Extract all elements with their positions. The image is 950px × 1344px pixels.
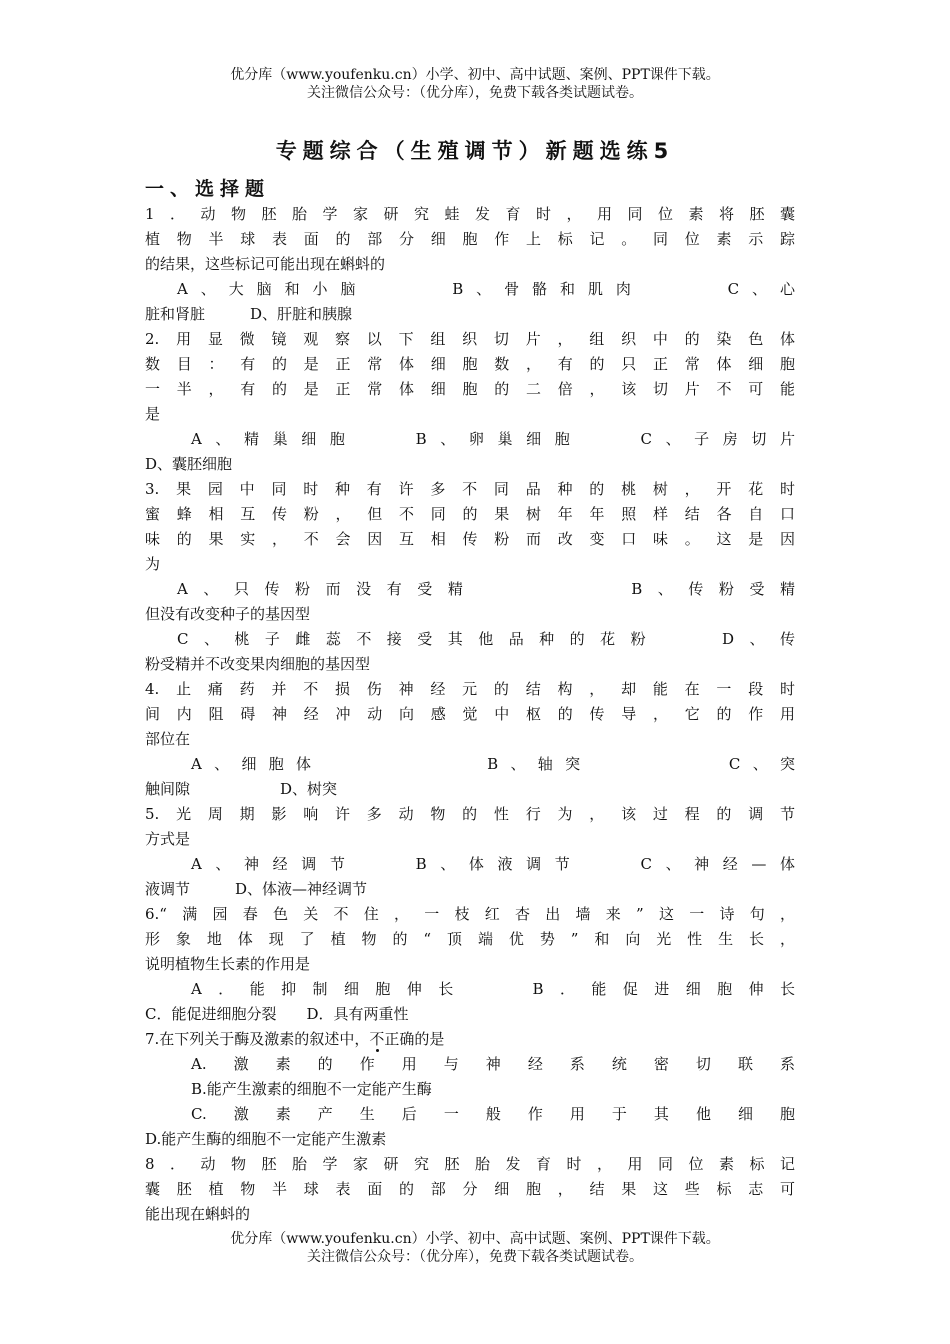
text-line: 6.“满园春色关不住，一枝红杏出墙来”这一诗句， bbox=[145, 905, 795, 923]
footer-line-1: 优分库（www.youfenku.cn）小学、初中、高中试题、案例、PPT课件下载。 bbox=[230, 1231, 720, 1247]
text-line: 2.用显微镜观察以下组织切片，组织中的染色体 bbox=[145, 330, 795, 348]
text-line: C.激素产生后一般作用于其他细胞 bbox=[191, 1105, 795, 1123]
text-line: 脏和肾脏 D、肝脏和胰腺 bbox=[145, 305, 353, 323]
text-line: 7.在下列关于酶及激素的叙述中，不正确的是 bbox=[145, 1030, 445, 1048]
emphasis-dot-char: 不 bbox=[369, 1030, 385, 1048]
text-line: 部位在 bbox=[145, 730, 191, 748]
text-line: A、精巢细胞 B、卵巢细胞 C、子房切片 bbox=[191, 430, 795, 448]
text-line: 3.果园中同时种有许多不同品种的桃树，开花时 bbox=[145, 480, 795, 498]
text-line: 蜜蜂相互传粉，但不同的果树年年照样结各自口 bbox=[145, 505, 795, 523]
text-line: A、大脑和小脑 B、骨骼和肌肉 C、心 bbox=[177, 280, 795, 298]
document-title: 专题综合（生殖调节）新题选练5 bbox=[275, 139, 675, 163]
text-line: 说明植物生长素的作用是 bbox=[145, 955, 311, 973]
footer-banner bbox=[0, 1230, 950, 1266]
text-line: 一半，有的是正常体细胞的二倍，该切片不可能 bbox=[145, 380, 795, 398]
text-line: 液调节 D、体液—神经调节 bbox=[145, 880, 368, 898]
text-line: 数目：有的是正常体细胞数，有的只正常体细胞 bbox=[145, 355, 795, 373]
text-line: 8．动物胚胎学家研究胚胎发育时，用同位素标记 bbox=[145, 1155, 795, 1173]
header-line-2: 关注微信公众号：（优分库），免费下载各类试题试卷。 bbox=[307, 85, 643, 101]
header-banner bbox=[0, 66, 950, 102]
header-line-1: 优分库（www.youfenku.cn）小学、初中、高中试题、案例、PPT课件下载。 bbox=[230, 67, 720, 83]
text-line: 植物半球表面的部分细胞作上标记。同位素示踪 bbox=[145, 230, 795, 248]
question-body bbox=[145, 202, 795, 1227]
text-line: 的结果，这些标记可能出现在蝌蚪的 bbox=[145, 255, 386, 273]
text-line: A．能抑制细胞伸长 B．能促进细胞伸长 bbox=[191, 980, 795, 998]
text-line: 囊胚植物半球表面的部分细胞，结果这些标志可 bbox=[145, 1180, 795, 1198]
text-line: 1．动物胚胎学家研究蛙发育时，用同位素将胚囊 bbox=[145, 205, 795, 223]
text-line: 形象地体现了植物的“顶端优势”和向光性生长， bbox=[145, 930, 795, 948]
text-line: 间内阻碍神经冲动向感觉中枢的传导，它的作用 bbox=[145, 705, 795, 723]
text-line: 味的果实，不会因互相传粉而改变口味。这是因 bbox=[145, 530, 795, 548]
text-line: 是 bbox=[145, 405, 161, 423]
footer-line-2: 关注微信公众号：（优分库），免费下载各类试题试卷。 bbox=[307, 1249, 643, 1265]
text-line: A、神经调节 B、体液调节 C、神经—体 bbox=[191, 855, 795, 873]
text-line: B.能产生激素的细胞不一定能产生酶 bbox=[191, 1080, 432, 1098]
text-line: D、囊胚细胞 bbox=[145, 455, 233, 473]
text-line: 能出现在蝌蚪的 bbox=[145, 1205, 251, 1223]
text-line: A、只传粉而没有受精 B、传粉受精 bbox=[177, 580, 795, 598]
text-line: 为 bbox=[145, 555, 161, 573]
section-heading: 一、选择题 bbox=[145, 178, 271, 200]
text-line: A.激素的作用与神经系统密切联系 bbox=[191, 1055, 795, 1073]
text-line: 触间隙 D、树突 bbox=[145, 780, 338, 798]
text-line: C、桃子雌蕊不接受其他品种的花粉 D、传 bbox=[177, 630, 795, 648]
text-line: 方式是 bbox=[145, 830, 191, 848]
text-line: 粉受精并不改变果肉细胞的基因型 bbox=[145, 655, 371, 673]
text-line: 4.止痛药并不损伤神经元的结构，却能在一段时 bbox=[145, 680, 795, 698]
text-line: 5.光周期影响许多动物的性行为，该过程的调节 bbox=[145, 805, 795, 823]
text-line: A、细胞体 B、轴突 C、突 bbox=[191, 755, 795, 773]
text-line: D.能产生酶的细胞不一定能产生激素 bbox=[145, 1130, 387, 1148]
text-line: 但没有改变种子的基因型 bbox=[145, 605, 311, 623]
text-line: C．能促进细胞分裂 D．具有两重性 bbox=[145, 1005, 409, 1023]
